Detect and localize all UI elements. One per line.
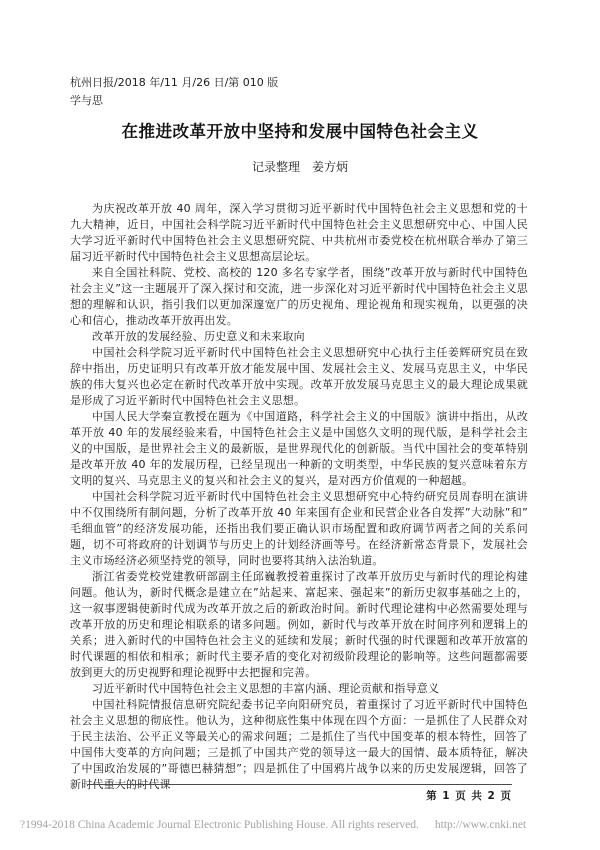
paragraph: 中国社会科学院习近平新时代中国特色社会主义思想研究中心执行主任姜辉研究员在致辞中指出，历史证明只有改革开放才能发展中国、发展社会主义、发展马克思主义，中华民族的伟大复兴也必定在新时代改革开放中实现。改革开放发展马克思主义的最大理论成果就是形成了习近平新时代中国特色社会主义思想。: [70, 346, 528, 407]
section-heading: 习近平新时代中国特色社会主义思想的丰富内涵、理论贡献和指导意义: [92, 682, 440, 695]
section-heading: 改革开放的发展经验、历史意义和未来取向: [92, 330, 305, 343]
paragraph: 为庆祝改革开放 40 周年，深入学习贯彻习近平新时代中国特色社会主义思想和党的十九大精神，近日，中国社会科学院习近平新时代中国特色社会主义思想研究中心、中国人民大学习近平新时代中国特色社会主义思想研究院、中共杭州市委党校在杭州联合举办了第三届习近平新时代中国特色社会主义思想高层论坛。: [70, 202, 528, 263]
source-line: 杭州日报/2018 年/11 月/26 日/第 010 版: [70, 76, 279, 89]
copyright-notice: [20, 819, 590, 831]
paragraph: 浙江省委党校党建教研部副主任邱巍教授着重探讨了改革开放历史与新时代的理论构建问题。他认为，新时代概念是建立在”站起来、富起来、强起来”的新历史叙事基础之上的，这一叙事逻辑使新时代成为改革开放之后的新政治时间。新时代理论建构中必然需要处理与改革开放的历史和理论相联系的诸多问题。例如，新时代与改革开放在时间序列和逻辑上的关系；进入新时代的中国特色社会主义的延续和发展；新时代强的时代课题和改革开放富的时代课题的相依和相承；新时代主要矛盾的变化对初级阶段理论的影响等。这些问题都需要放到更大的历史视野和理论视野中去把握和完善。: [70, 570, 528, 679]
article-byline: 记录整理 姜方炳: [251, 160, 348, 174]
copyright-text: ?1994-2018 China Academic Journal Electronic Publishing House. All rights reserved.: [20, 819, 419, 831]
paragraph: 中国社会科学院习近平新时代中国特色社会主义思想研究中心特约研究员周春明在演讲中不仅围绕所有制问题，分析了改革开放 40 年来国有企业和民营企业各自发挥”大动脉”和”毛细血管”的经济发展功能，还指出我们要正确认识市场配置和政府调节两者之间的关系问题，切不可将政府的计划调节与历史上的计划经济画等号。在经济新常态背景下，发展社会主义市场经济必须坚持党的领导，同时也要将其纳入法治轨道。: [70, 490, 528, 567]
page-indicator: 第 1 页 共 2 页: [426, 790, 512, 802]
column-name: 学与思: [70, 94, 103, 107]
article-title: 在推进改革开放中坚持和发展中国特色社会主义: [121, 122, 479, 141]
cnki-url: http://www.cnki.net: [434, 819, 527, 831]
document-meta: [70, 74, 538, 110]
paragraph: 中国人民大学秦宣教授在题为《中国道路，科学社会主义的中国版》演讲中指出，从改革开放 40 年的发展经验来看，中国特色社会主义是中国悠久文明的现代版，是科学社会主义的中国版，是世界社会主义的最新版，是世界现代化的创新版。当代中国社会的变革特别是改革开放 40 年的发展历程，已经呈现出一种新的文明类型，中华民族的复兴意味着东方文明的复兴、马克思主义的复兴和社会主义的复兴，是对西方价值观的一种超越。: [70, 410, 528, 487]
paragraph: 来自全国社科院、党校、高校的 120 多名专家学者，围绕”改革开放与新时代中国特色社会主义”这一主题展开了深入探讨和交流，进一步深化对习近平新时代中国特色社会主义思想的理解和认识，指引我们以更加深邃宽广的历史视角、理论视角和现实视角，以更强的决心和信心，推动改革开放再出发。: [70, 266, 528, 327]
paragraph: 中国社科院情报信息研究院纪委书记辛向阳研究员，着重探讨了习近平新时代中国特色社会主义思想的彻底性。他认为，这种彻底性集中体现在四个方面：一是抓住了人民群众对于民主法治、公平正义等最关心的需求问题；二是抓住了当代中国变革的根本特性，回答了中国伟大变革的方向问题；三是抓了中国共产党的领导这一最大的国情、最本质特征，解决了中国政治发展的”哥德巴赫猜想”；四是抓住了中国鸦片战争以来的历史发展逻辑，回答了新时代重大的时代课: [70, 698, 528, 791]
article-body: [70, 201, 528, 793]
footer-divider: [88, 784, 512, 785]
